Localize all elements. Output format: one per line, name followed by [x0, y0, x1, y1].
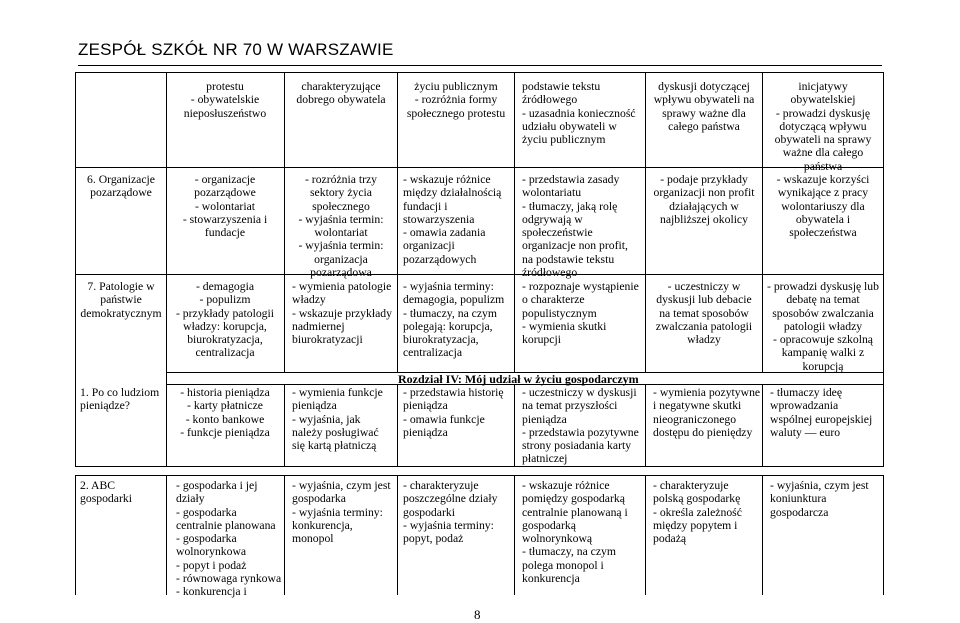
table-border	[883, 475, 884, 595]
document-header-title: ZESPÓŁ SZKÓŁ NR 70 W WARSZAWIE	[78, 40, 394, 59]
table-border	[645, 384, 646, 466]
table-border	[645, 475, 646, 595]
table-cell-topic: 7. Patologie w państwie demokratycznym	[80, 280, 162, 320]
table-cell: dyskusji dotyczącej wpływu obywateli na sprawy ważne dla całego państwa	[653, 80, 755, 133]
table-border	[284, 475, 285, 595]
table-cell: - wyjaśnia terminy: demagogia, populizm - tłumaczy, na czym polegają: korupcja, biurokratyzacja, centralizacja	[403, 280, 505, 360]
table-cell: charakteryzujące dobrego obywatela	[296, 80, 386, 107]
table-border	[514, 384, 515, 466]
page-number: 8	[474, 607, 481, 622]
table-border	[75, 167, 884, 168]
table-cell-topic: 1. Po co ludziom pieniądze?	[80, 386, 160, 413]
table-border	[762, 72, 763, 373]
section-heading: Rozdział IV: Mój udział w życiu gospodarczym	[398, 372, 639, 386]
table-cell: - wymienia patologie władzy - wskazuje przykłady nadmiernej biurokratyzacji	[292, 280, 392, 347]
table-border	[883, 72, 884, 466]
table-cell: - przedstawia historię pieniądza - omawia funkcje pieniądza	[403, 386, 504, 439]
table-cell: podstawie tekstu źródłowego - uzasadnia konieczność udziału obywateli w życiu publicznym	[522, 80, 636, 147]
table-border	[645, 72, 646, 373]
table-cell-content: - organizacje pozarządowe - wolontariat - stowarzyszenia i fundacje	[182, 173, 268, 240]
table-cell: - tłumaczy ideę wprowadzania wspólnej europejskiej waluty — euro	[770, 386, 873, 439]
table-border	[75, 274, 884, 275]
table-cell: - wskazuje korzyści wynikające z pracy wolontariuszy dla obywatela i społeczeństwa	[776, 173, 870, 240]
table-cell: - wymienia pozytywne i negatywne skutki nieograniczonego dostępu do pieniędzy	[653, 386, 761, 439]
table-cell: - charakteryzuje polską gospodarkę - określa zależność między popytem i podażą	[653, 479, 742, 546]
table-border	[514, 475, 515, 595]
table-cell: - wyjaśnia, czym jest gospodarka - wyjaśnia terminy: konkurencja, monopol	[292, 479, 391, 546]
table-border	[75, 475, 76, 595]
table-border	[762, 475, 763, 595]
table-border	[75, 475, 884, 476]
table-cell: - przedstawia zasady wolontariatu - tłumaczy, jaką rolę odgrywają w społeczeństwie organizacje non profit, na podstawie tekstu źródłowego	[522, 173, 628, 280]
table-cell: - wskazuje różnice pomiędzy gospodarką centralnie planowaną i gospodarką wolnorynkową - tłumaczy, na czym polega monopol i konkurencja	[522, 479, 628, 586]
table-cell: - wskazuje różnice między działalnością fundacji i stowarzyszenia - omawia zadania organizacji pozarządowych	[403, 173, 502, 266]
table-cell-content: - demagogia - populizm - przykłady patologii władzy: korupcja, biurokratyzacja, centralizacja	[175, 280, 275, 360]
table-border	[514, 72, 515, 373]
table-cell-content: - historia pieniądza - karty płatnicze - konto bankowe - funkcje pieniądza	[180, 386, 270, 439]
table-border	[75, 72, 884, 73]
table-cell: - wyjaśnia, czym jest koniunktura gospodarcza	[770, 479, 869, 519]
table-cell: - rozróżnia trzy sektory życia społecznego - wyjaśnia termin: wolontariat - wyjaśnia termin: organizacja pozarządowa	[298, 173, 384, 280]
table-cell: - rozpoznaje wystąpienie o charakterze populistycznym - wymienia skutki korupcji	[522, 280, 639, 347]
table-cell: - prowadzi dyskusję lub debatę na temat sposobów zwalczania patologii władzy - opracowuje szkolną kampanię walki z korupcją	[767, 280, 879, 373]
table-border	[166, 72, 167, 466]
table-border	[397, 384, 398, 466]
table-border	[397, 475, 398, 595]
table-cell-topic: 2. ABC gospodarki	[80, 479, 132, 506]
table-cell-content: protestu - obywatelskie nieposłuszeństwo	[183, 80, 267, 120]
table-border	[75, 72, 76, 466]
table-cell-topic: 6. Organizacje pozarządowe	[87, 173, 155, 200]
table-cell: - podaje przykłady organizacji non profit działających w najbliższej okolicy	[653, 173, 755, 226]
table-cell: - uczestniczy w dyskusji lub debacie na temat sposobów zwalczania patologii władzy	[655, 280, 753, 347]
table-border	[284, 72, 285, 373]
table-cell: - wymienia funkcje pieniądza - wyjaśnia, jak należy posługiwać się kartą płatniczą	[292, 386, 383, 453]
table-border	[284, 384, 285, 466]
table-cell: życiu publicznym - rozróżnia formy społecznego protestu	[406, 80, 506, 120]
table-border	[397, 72, 398, 373]
table-border	[75, 466, 884, 467]
table-border	[166, 475, 167, 595]
table-cell-content: - gospodarka i jej działy - gospodarka centralnie planowana - gospodarka wolnorynkowa - popyt i podaż - równowaga rynkowa - konkurencja i	[176, 479, 282, 599]
table-cell: - charakteryzuje poszczególne działy gospodarki - wyjaśnia terminy: popyt, podaż	[403, 479, 498, 546]
table-border	[762, 384, 763, 466]
table-cell: inicjatywy obywatelskiej - prowadzi dyskusję dotyczącą wpływu obywateli na sprawy ważne dla całego państwa	[774, 80, 872, 173]
table-cell: - uczestniczy w dyskusji na temat przyszłości pieniądza - przedstawia pozytywne strony posiadania karty płatniczej	[522, 386, 639, 466]
